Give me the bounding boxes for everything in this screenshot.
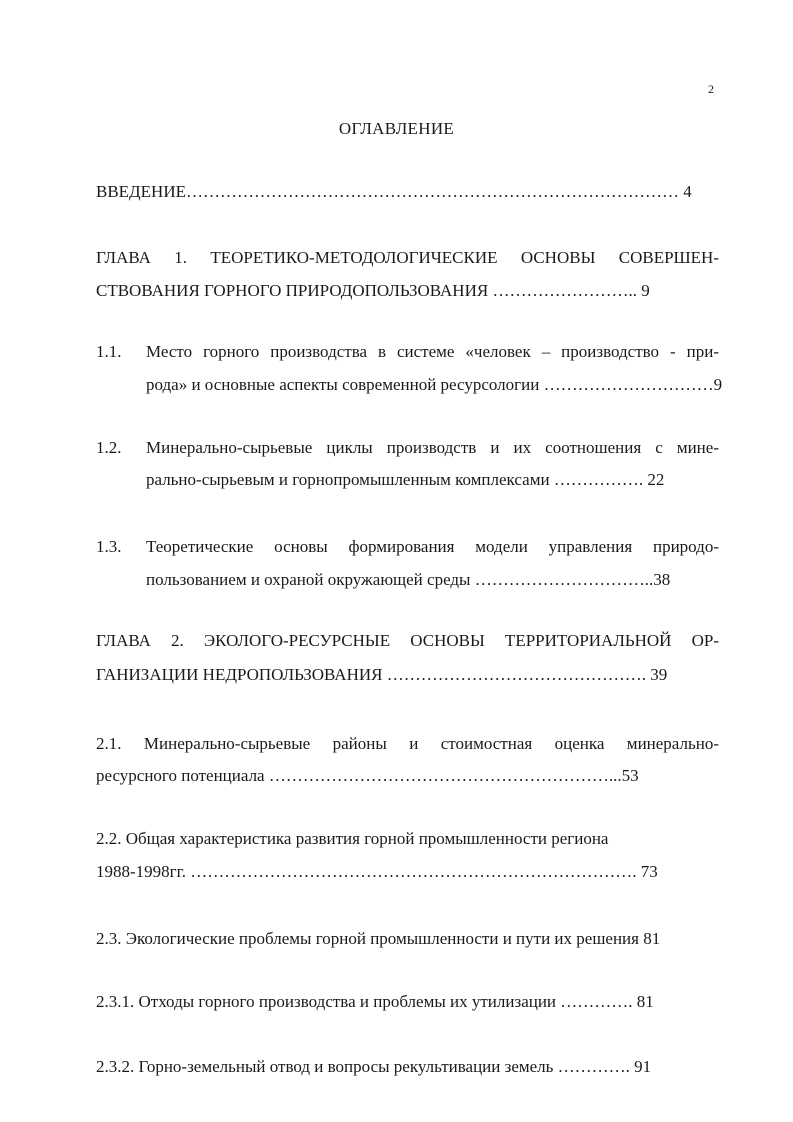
entry-page: 73 <box>640 862 658 881</box>
leader-dots: ……………………………………………………... <box>268 766 622 785</box>
toc-section-2-2-line2 <box>96 861 658 883</box>
section-number: 1.2. <box>96 438 122 457</box>
page-number: 2 <box>708 82 714 96</box>
toc-section-2-3-2 <box>96 1056 651 1078</box>
toc-section-1-3-line2 <box>146 569 670 591</box>
leader-dots: ………………………………………. <box>386 665 646 684</box>
entry-text: 2.3. Экологические проблемы горной промышленности и пути их решения <box>96 929 639 948</box>
toc-section-2-3 <box>96 928 660 950</box>
section-number: 1.3. <box>96 537 122 556</box>
toc-chapter-2-line1: ГЛАВА 2. ЭКОЛОГО-РЕСУРСНЫЕ ОСНОВЫ ТЕРРИТОРИАЛЬНОЙ ОР- <box>96 631 719 650</box>
leader-dots: …………………….. <box>492 281 637 300</box>
leader-dots: …………. <box>557 1057 635 1076</box>
toc-section-1-2-line2 <box>146 469 664 491</box>
entry-text: 2.3.2. Горно-земельный отвод и вопросы рекультивации земель <box>96 1057 554 1076</box>
toc-section-2-3-1 <box>96 991 654 1013</box>
section-number: 1.1. <box>96 342 122 361</box>
toc-chapter-2-line2 <box>96 664 667 686</box>
toc-section-2-1-line2 <box>96 765 639 787</box>
entry-text: ГАНИЗАЦИИ НЕДРОПОЛЬЗОВАНИЯ <box>96 665 383 684</box>
entry-page: 9 <box>641 281 650 300</box>
toc-section-1-1-line1: Место горного производства в системе «человек – производство - при- <box>146 342 719 361</box>
entry-text: 1988-1998гг. <box>96 862 186 881</box>
toc-section-1-1-line2 <box>146 374 722 396</box>
toc-section-2-2-line1: 2.2. Общая характеристика развития горной промышленности региона <box>96 829 609 848</box>
entry-page: 91 <box>634 1057 652 1076</box>
leader-dots: …………………………………………………………………………… <box>185 182 679 201</box>
entry-text: СТВОВАНИЯ ГОРНОГО ПРИРОДОПОЛЬЗОВАНИЯ <box>96 281 489 300</box>
toc-section-1-3-line1: Теоретические основы формирования модели управления природо- <box>146 537 719 556</box>
entry-page: 39 <box>650 665 668 684</box>
toc-chapter-1-line2 <box>96 280 650 302</box>
leader-dots: ………………………….. <box>474 570 654 589</box>
entry-page: 81 <box>636 992 654 1011</box>
entry-page: 53 <box>621 766 639 785</box>
entry-page: 81 <box>643 929 661 948</box>
leader-dots: ………………………… <box>543 375 714 394</box>
entry-text: 2.3.1. Отходы горного производства и проблемы их утилизации <box>96 992 557 1011</box>
entry-text: ресурсного потенциала <box>96 766 265 785</box>
entry-text: рально-сырьевым и горнопромышленным комплексами <box>146 470 550 489</box>
entry-page: 4 <box>683 182 692 201</box>
leader-dots: …………. <box>560 992 637 1011</box>
entry-page: 22 <box>647 470 665 489</box>
leader-dots: ……………………………………………………………………. <box>190 862 641 881</box>
entry-text: рода» и основные аспекты современной ресурсологии <box>146 375 540 394</box>
entry-text: пользованием и охраной окружающей среды <box>146 570 471 589</box>
toc-entry-intro <box>96 181 692 203</box>
toc-title: ОГЛАВЛЕНИЕ <box>338 119 455 138</box>
entry-text: ВВЕДЕНИЕ <box>96 182 186 201</box>
entry-page: 38 <box>653 570 671 589</box>
entry-page: 9 <box>713 375 723 394</box>
toc-section-2-1-line1: 2.1. Минерально-сырьевые районы и стоимостная оценка минерально- <box>96 734 719 753</box>
toc-chapter-1-line1: ГЛАВА 1. ТЕОРЕТИКО-МЕТОДОЛОГИЧЕСКИЕ ОСНОВЫ СОВЕРШЕН- <box>96 248 719 267</box>
leader-dots: ……………. <box>553 470 648 489</box>
toc-section-1-2-line1: Минерально-сырьевые циклы производств и их соотношения с мине- <box>146 438 719 457</box>
